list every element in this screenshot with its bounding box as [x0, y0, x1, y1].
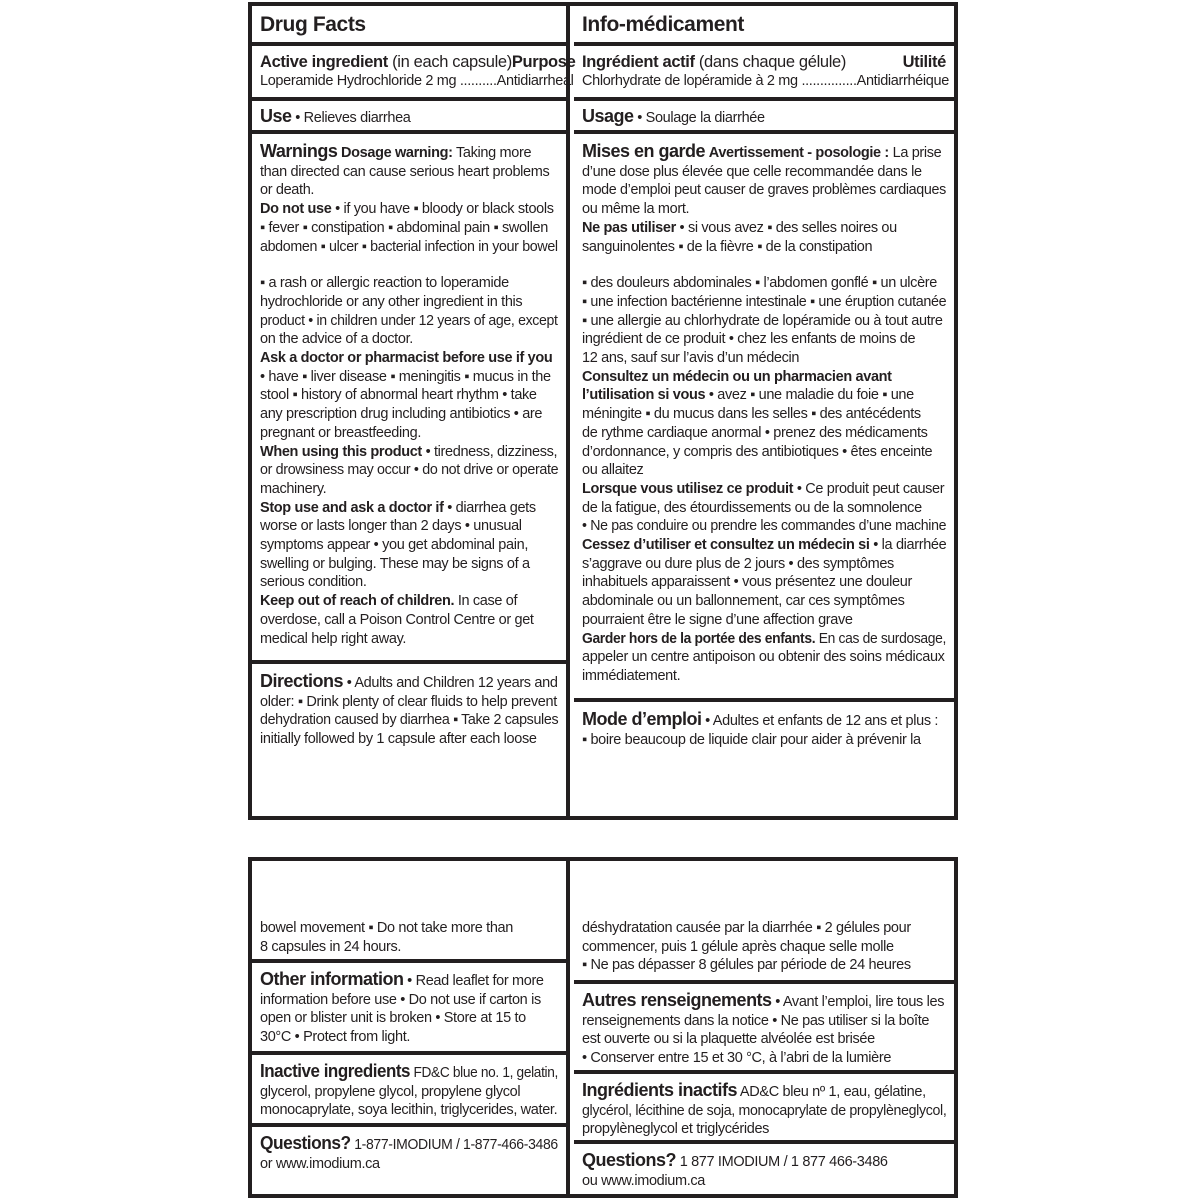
- warning-line: abdomen ▪ ulcer ▪ bacterial infection in your bowel: [260, 238, 558, 255]
- warning-line: machinery.: [260, 480, 327, 497]
- directions-heading: Directions: [260, 671, 344, 691]
- warning-line: serious condition.: [260, 574, 367, 591]
- warning-line: hydrochloride or any other ingredient in this: [260, 293, 523, 310]
- warning-line: de la fatigue, des étourdissements ou de la somnolence: [582, 499, 922, 516]
- warning-line: on the advice of a doctor.: [260, 331, 413, 348]
- mode-emploi-continued-section: déshydratation causée par la diarrhée ▪ 2 gélules pour commencer, puis 1 gélule après chaque selle molle ▪ Ne pas dépasser 8 gélules par période de 24 heures: [574, 861, 954, 984]
- warning-line: worse or lasts longer than 2 days • unusual: [260, 518, 522, 535]
- warning-line: [260, 256, 558, 274]
- ingredient-actif-section: Ingrédient actif (dans chaque gélule) Utilité Chlorhydrate de lopéramide à 2 mg ............... Antidiarrhéique: [574, 46, 954, 101]
- warning-line: Consultez un médecin ou un pharmacien avant: [582, 368, 892, 385]
- warning-line: than directed can cause serious heart problems: [260, 163, 550, 180]
- phone-number: 1-877-IMODIUM / 1-877-466-3486: [350, 1137, 558, 1153]
- ingredient-name: Loperamide Hydrochloride 2 mg: [260, 73, 457, 89]
- warning-line: or death.: [260, 182, 315, 199]
- warning-line: pourraient être le signe d’une affection grave: [582, 611, 853, 628]
- mises-en-garde-section: Mises en garde Avertissement - posologie : La prise d’une dose plus élevée que celle recommandée dans le mode d’emploi peut causer de graves problèmes cardiaques ou même la mort. Ne pas utiliser • si vous avez ▪ des selles noires ou sanguinolentes ▪ de la fièvre ▪ de la constipation ▪ des douleurs abdominales ▪ l’abdomen gonflé ▪ un ulcère ▪ une infection bactérienne intestinale ▪ une éruption cutanée ▪ une allergie au chlorhydrate de lopéramide ou à tout autre ingrédient de ce produit • chez les enfants de moins de 12 ans, sauf sur l’avis d’un médecin Consultez un médecin ou un pharmacien avant l’utilisation si vous • avez ▪ une maladie du foie ▪ une méningite ▪ du mucus dans les selles ▪ des antécédents de rythme cardiaque anormal • prenez des médicaments d’ordonnance, y compris des antibiotiques • êtes enceinte ou allaitez Lorsque vous utilisez ce produit • Ce produit peut causer de la fatigue, des étourdissements ou de la somnolence • Ne pas conduire ou prendre les commandes d’une machine Cessez d’utiliser et consultez un médecin si • la diarrhée s’aggrave ou dure plus de 2 jours • des symptômes inhabituels apparaissent • vous présentez une douleur abdominale ou un ballonnement, car ces symptômes pourraient être le signe d’une affection grave Garder hors de la portée des enfants. En cas de surdosage, appeler un centre antipoison ou obtenir des soins médicaux immédiatement.: [574, 134, 954, 702]
- use-heading: Use: [260, 106, 292, 126]
- warning-line: [582, 256, 946, 274]
- warning-line: mode d’emploi peut causer de graves problèmes cardiaques: [582, 182, 946, 199]
- drug-facts-top-panel: [248, 2, 958, 820]
- ingredient-purpose: Antidiarrheal: [496, 73, 574, 89]
- warning-line: ▪ une allergie au chlorhydrate de lopéramide ou à tout autre: [582, 312, 943, 329]
- warning-line: • Ne pas conduire ou prendre les commandes d’une machine: [582, 518, 947, 535]
- warning-line: méningite ▪ du mucus dans les selles ▪ des antécédents: [582, 406, 921, 423]
- warning-line: ingrédient de ce produit • chez les enfants de moins de: [582, 331, 916, 348]
- questions-fr-section: Questions? 1 877 IMODIUM / 1 877 466-3486 ou www.imodium.ca: [582, 1150, 888, 1189]
- warning-line: Lorsque vous utilisez ce produit • Ce produit peut causer: [582, 480, 945, 497]
- directions-line: dehydration caused by diarrhea ▪ Take 2 capsules: [260, 712, 559, 729]
- warning-line: ou allaitez: [582, 462, 644, 479]
- warning-line: ▪ fever ▪ constipation ▪ abdominal pain ▪ swollen: [260, 219, 548, 236]
- mode-emploi-section: Mode d’emploi • Adultes et enfants de 12 ans et plus : ▪ boire beaucoup de liquide clair pour aider à prévenir la: [574, 702, 954, 820]
- warning-line: abdominale ou un ballonnement, car ces symptômes: [582, 593, 905, 610]
- inactive-ingredients-section: Inactive ingredients FD&C blue no. 1, gelatin, glycerol, propylene glycol, propylene glycol monocaprylate, soya lecithin, triglycerides, water.: [252, 1055, 566, 1127]
- warning-line: or drowsiness may occur • do not drive or operate: [260, 462, 559, 479]
- warning-line: d’une dose plus élevée que celle recommandée dans le: [582, 163, 922, 180]
- warning-line: When using this product • tiredness, dizziness,: [260, 443, 558, 460]
- warning-line: inhabituels apparaissent • vous présentez une douleur: [582, 574, 912, 591]
- warning-line: Do not use • if you have ▪ bloody or black stools: [260, 201, 554, 218]
- english-column-top: [252, 6, 576, 816]
- warning-line: pregnant or breastfeeding.: [260, 424, 421, 441]
- warning-line: d’ordonnance, y compris des antibiotiques • êtes enceinte: [582, 443, 933, 460]
- directions-line: older: ▪ Drink plenty of clear fluids to help prevent: [260, 693, 557, 710]
- warnings-heading: Warnings: [260, 141, 338, 161]
- warning-line: Ne pas utiliser • si vous avez ▪ des selles noires ou: [582, 219, 897, 236]
- active-ingredient-section: Active ingredient (in each capsule) Purpose Loperamide Hydrochloride 2 mg .......... Antidiarrheal: [252, 46, 566, 101]
- website-text: or www.imodium.ca: [260, 1155, 380, 1172]
- warning-line: Garder hors de la portée des enfants. En cas de surdosage,: [582, 630, 947, 647]
- warning-line: appeler un centre antipoison ou obtenir des soins médicaux: [582, 649, 945, 666]
- other-information-section: Other information • Read leaflet for more information before use • Do not use if carton is open or blister unit is broken • Store at 15 to 30°C • Protect from light.: [252, 963, 566, 1055]
- active-ingredient-heading: Active ingredient: [260, 53, 388, 71]
- warning-line: any prescription drug including antibiotics • are: [260, 406, 543, 423]
- warning-line: Cessez d’utiliser et consultez un médecin si • la diarrhée: [582, 537, 947, 554]
- warning-line: l’utilisation si vous • avez ▪ une maladie du foie ▪ une: [582, 387, 914, 404]
- warning-line: Stop use and ask a doctor if • diarrhea gets: [260, 499, 536, 516]
- warning-line: symptoms appear • you get abdominal pain,: [260, 537, 528, 554]
- use-text: • Relieves diarrhea: [295, 110, 411, 126]
- questions-section: Questions? 1-877-IMODIUM / 1-877-466-3486 or www.imodium.ca: [260, 1133, 558, 1172]
- use-section: [252, 101, 566, 134]
- warning-line: swelling or bulging. These may be signs of a: [260, 555, 530, 572]
- warning-line: Ask a doctor or pharmacist before use if you: [260, 350, 553, 367]
- warning-line: ▪ des douleurs abdominales ▪ l’abdomen gonflé ▪ un ulcère: [582, 275, 937, 292]
- warning-line: immédiatement.: [582, 667, 681, 684]
- ingredients-inactifs-section: Ingrédients inactifs AD&C bleu nº 1, eau, gélatine, glycérol, lécithine de soja, monocaprylate de propylèneglycol, propylèneglycol et triglycérides: [574, 1074, 954, 1144]
- french-column-top: [574, 6, 954, 816]
- french-column-bottom: [574, 861, 954, 1194]
- warning-line: de rythme cardiaque anormal • prenez des médicaments: [582, 424, 928, 441]
- directions-section: Directions • Adults and Children 12 years and older: ▪ Drink plenty of clear fluids to help prevent dehydration caused by diarrhea ▪ Take 2 capsules initially followed by 1 capsule after each loose: [260, 671, 559, 748]
- info-medicament-title: Info-médicament: [574, 6, 954, 46]
- warning-line: 12 ans, sauf sur l’avis d’un médecin: [582, 350, 800, 367]
- warning-line: ▪ a rash or allergic reaction to loperamide: [260, 275, 509, 292]
- warning-line: sanguinolentes ▪ de la fièvre ▪ de la constipation: [582, 238, 873, 255]
- warning-line: medical help right away.: [260, 630, 407, 647]
- directions-line: ▪ boire beaucoup de liquide clair pour aider à prévenir la: [582, 731, 921, 748]
- warning-line: stool ▪ history of abnormal heart rhythm • take: [260, 387, 537, 404]
- warning-line: s’aggrave ou dure plus de 2 jours • des symptômes: [582, 555, 894, 572]
- directions-continued-section: bowel movement ▪ Do not take more than 8 capsules in 24 hours.: [252, 861, 566, 963]
- warning-line: ou même la mort.: [582, 201, 690, 218]
- drug-facts-title: Drug Facts: [252, 6, 566, 46]
- warning-line: overdose, call a Poison Control Centre or get: [260, 611, 534, 628]
- usage-section: Usage • Soulage la diarrhée: [574, 101, 954, 134]
- drug-facts-bottom-panel: [248, 857, 958, 1198]
- warning-line: • have ▪ liver disease ▪ meningitis ▪ mucus in the: [260, 368, 551, 385]
- english-column-bottom: [252, 861, 570, 1194]
- purpose-heading: Purpose: [511, 53, 576, 71]
- warning-line: product • in children under 12 years of age, except: [260, 312, 558, 329]
- warning-line: ▪ une infection bactérienne intestinale ▪ une éruption cutanée: [582, 293, 947, 310]
- warnings-section: Warnings Dosage warning: Taking more than directed can cause serious heart problems or death. Do not use • if you have ▪ bloody or black stools ▪ fever ▪ constipation ▪ abdominal pain ▪ swollen abdomen ▪ ulcer ▪ bacterial infection in your bowel ▪ a rash or allergic reaction to loperamide hydrochloride or any other ingredient in this product • in children under 12 years of age, except on the advice of a doctor. Ask a doctor or pharmacist before use if you • have ▪ liver disease ▪ meningitis ▪ mucus in the stool ▪ history of abnormal heart rhythm • take any prescription drug including antibiotics • are pregnant or breastfeeding. When using this product • tiredness, dizziness, or drowsiness may occur • do not drive or operate machinery. Stop use and ask a doctor if • diarrhea gets worse or lasts longer than 2 days • unusual symptoms appear • you get abdominal pain, swelling or bulging. These may be signs of a serious condition. Keep out of reach of children. In case of overdose, call a Poison Control Centre or get medical help right away.: [252, 134, 566, 664]
- warning-line: Keep out of reach of children. In case of: [260, 593, 518, 610]
- directions-line: initially followed by 1 capsule after each loose: [260, 731, 537, 748]
- utilite-heading: Utilité: [902, 53, 946, 71]
- autres-renseignements-section: Autres renseignements • Avant l’emploi, lire tous les renseignements dans la notice • Ne pas utiliser si la boîte est ouverte ou si la plaquette alvéolée est brisée • Conserver entre 15 et 30 °C, à l’abri de la lumière: [574, 984, 954, 1074]
